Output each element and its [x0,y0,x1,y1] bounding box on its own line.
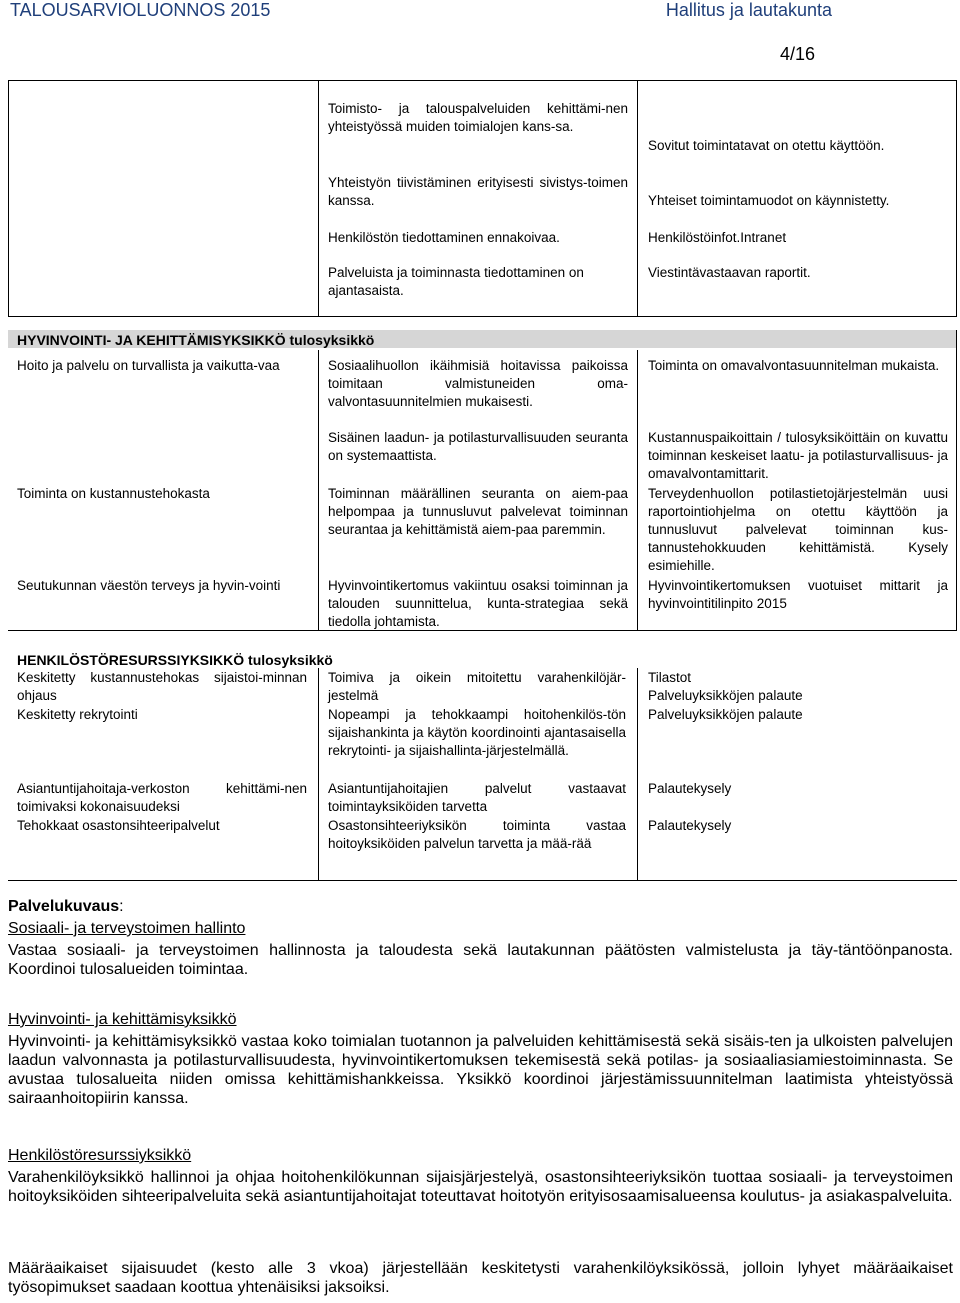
s1-row2-c3: Kustannuspaikoittain / tulosyksiköittäin on kuvattu toiminnan keskeiset laatu- ja potilasturvallisuus- ja omavalvontamittarit. [648,430,948,481]
block2-text: Hyvinvointi- ja kehittämisyksikkö vastaa koko toimialan tuotannon ja palveluiden kehittämisestä sekä sisäis-ten ja ulkoisten palvelujen laadun valvonnasta ja potilasturvallisuudesta, hyvinvointikertomuksen tekemisestä sekä potilas- ja sosiaaliasiamiestoiminnasta. Se avustaa tulosalueita niiden omissa kehittämishankkeissa. Yksikkö koordinoi järjestämissuunnitelman laatimista yhteistyössä sairaanhoitopiirin kanssa. [8,1033,953,1107]
heading-colon: : [119,898,124,915]
s1-row1-c1: Hoito ja palvelu on turvallista ja vaikutta-vaa [17,358,280,373]
block3-title: Henkilöstöresurssiyksikkö [8,1147,192,1164]
section-heading-henkilosto [17,651,333,669]
s2-row2-c3: Palveluyksikköjen palaute [648,707,803,722]
s2-row1-c1: Keskitetty kustannustehokas sijaistoi-minnan ohjaus [17,670,307,703]
s2-row4-c2: Osastonsihteeriyksikön toiminta vastaa hoitoyksiköiden palvelun tarvetta ja mää-rää [328,818,626,851]
s1-row1-c3: Toiminta on omavalvontasuunnitelman mukaista. [648,358,940,373]
s1-row4-c2: Hyvinvointikertomus vakiintuu osaksi toiminnan ja talouden suunnittelua, kunta-strategiaa sekä tiedolla johtamista. [328,578,628,629]
s1-row3-c3: Terveydenhuollon potilastietojärjestelmän uusi raportointiohjelma on otettu käyttöön ja tunnusluvut palvelevat toiminnan kus-tannustehokkuuden kehittämistä. Kysely esimiehille. [648,486,948,573]
top-table-divider-1 [318,80,319,317]
page-number: 4/16 [779,44,815,64]
s2-row4-c3: Palautekysely [648,818,732,833]
s1-row4-c3: Hyvinvointikertomuksen vuotuiset mittarit ja hyvinvointitilinpito 2015 [648,578,948,611]
block1-text: Vastaa sosiaali- ja terveystoimen hallinnosta ja taloudesta sekä lautakunnan päätösten valmistelusta ja täy-täntöönpanosta. Koordinoi tulosalueiden toimintaa. [8,942,953,978]
section-title: HENKILÖSTÖRESURSSIYKSIKKÖ [17,652,245,668]
block1-title: Sosiaali- ja terveystoimen hallinto [8,920,246,937]
page-header [0,0,960,22]
s1-row3-c2: Toiminnan määrällinen seuranta on aiem-paa helpompaa ja tunnusluvut palvelevat toiminnan seurantaa ja kehittämistä aiem-paa paremmin. [328,486,628,537]
document-subtitle: Hallitus ja lautakunta [665,0,832,20]
s1-row3-c1: Toiminta on kustannustehokasta [17,486,210,501]
section-title: HYVINVOINTI- JA KEHITTÄMISYKSIKKÖ [17,332,286,348]
top-c2-item-2: Yhteistyön tiivistäminen erityisesti sivistys-toimen kanssa. [328,175,628,208]
s2-row1-c2: Toimiva ja oikein mitoitettu varahenkilöjär-jestelmä [328,670,626,703]
block2-title: Hyvinvointi- ja kehittämisyksikkö [8,1011,237,1028]
section-suffix: tulosyksikkö [248,652,333,668]
service-description-heading [8,897,953,916]
top-c2-item-1: Toimisto- ja talouspalveluiden kehittämi-nen yhteistyössä muiden toimialojen kans-sa. [328,101,628,134]
s2-bottom-rule [8,880,957,881]
s2-row3-c1: Asiantuntijahoitaja-verkoston kehittämi-nen toimivaksi kokonaisuudeksi [17,781,307,814]
heading-text: Palvelukuvaus [8,898,120,915]
top-table-divider-2 [637,80,638,317]
s2-row4-c1: Tehokkaat osastonsihteeripalvelut [17,818,220,833]
s2-row1-c3: Tilastot Palveluyksikköjen palaute [648,670,803,703]
document-title: TALOUSARVIOLUONNOS 2015 [10,0,271,20]
top-c3-item-1: Sovitut toimintatavat on otettu käyttöön. [648,138,885,153]
top-c2-item-4: Palveluista ja toiminnasta tiedottaminen on ajantasaista. [328,265,584,298]
s1-row2-c2: Sisäinen laadun- ja potilasturvallisuuden seuranta on systemaattista. [328,430,628,463]
s1-row1-c2: Sosiaalihuollon ikäihmisiä hoitavissa paikoissa toimitaan valmistuneiden oma-valvontasuunnitelmien mukaisesti. [328,358,628,409]
block4-text: Määräaikaiset sijaisuudet (kesto alle 3 vkoa) järjestellään keskitetysti varahenkilöyksikössä, jolloin lyhyet määräaikaiset työsopimukset saadaan koottua yhtenäisiksi jaksoiksi. [8,1260,953,1296]
s2-row2-c2: Nopeampi ja tehokkaampi hoitohenkilös-tön sijaishankinta ja käytön koordinointi ajantasaisella rekrytointi- ja sijaishallinta-järjestelmällä. [328,707,626,758]
s2-row3-c2: Asiantuntijahoitajien palvelut vastaavat toimintayksiköiden tarvetta [328,781,626,814]
section-heading-hyvinvointi [17,331,374,349]
s1-divider-1 [318,350,319,630]
block3-text: Varahenkilöyksikkö hallinnoi ja ohjaa hoitohenkilökunnan sijaisjärjestelyä, osastonsihteeriyksikön tuottaa sosiaali- ja terveystoimen hoitoyksiköiden sihteeripalveluita sekä asiantuntijahoitajat toteuttavat hoitotyön erityisosaamisalueensa koulutus- ja asiakaspalveluita. [8,1169,953,1205]
s2-row3-c3: Palautekysely [648,781,732,796]
s2-row2-c1: Keskitetty rekrytointi [17,707,138,722]
s1-divider-right [956,330,957,630]
top-c3-item-3: Henkilöstöinfot.Intranet [648,230,787,245]
top-c3-item-2: Yhteiset toimintamuodot on käynnistetty. [648,193,890,208]
s1-row4-c1: Seutukunnan väestön terveys ja hyvin-vointi [17,578,281,593]
s2-divider-2 [637,668,638,880]
section-suffix: tulosyksikkö [289,332,375,348]
s2-divider-1 [318,668,319,880]
top-c3-item-4: Viestintävastaavan raportit. [648,265,811,280]
top-c2-item-3: Henkilöstön tiedottaminen ennakoivaa. [328,230,560,245]
s1-divider-2 [637,350,638,630]
